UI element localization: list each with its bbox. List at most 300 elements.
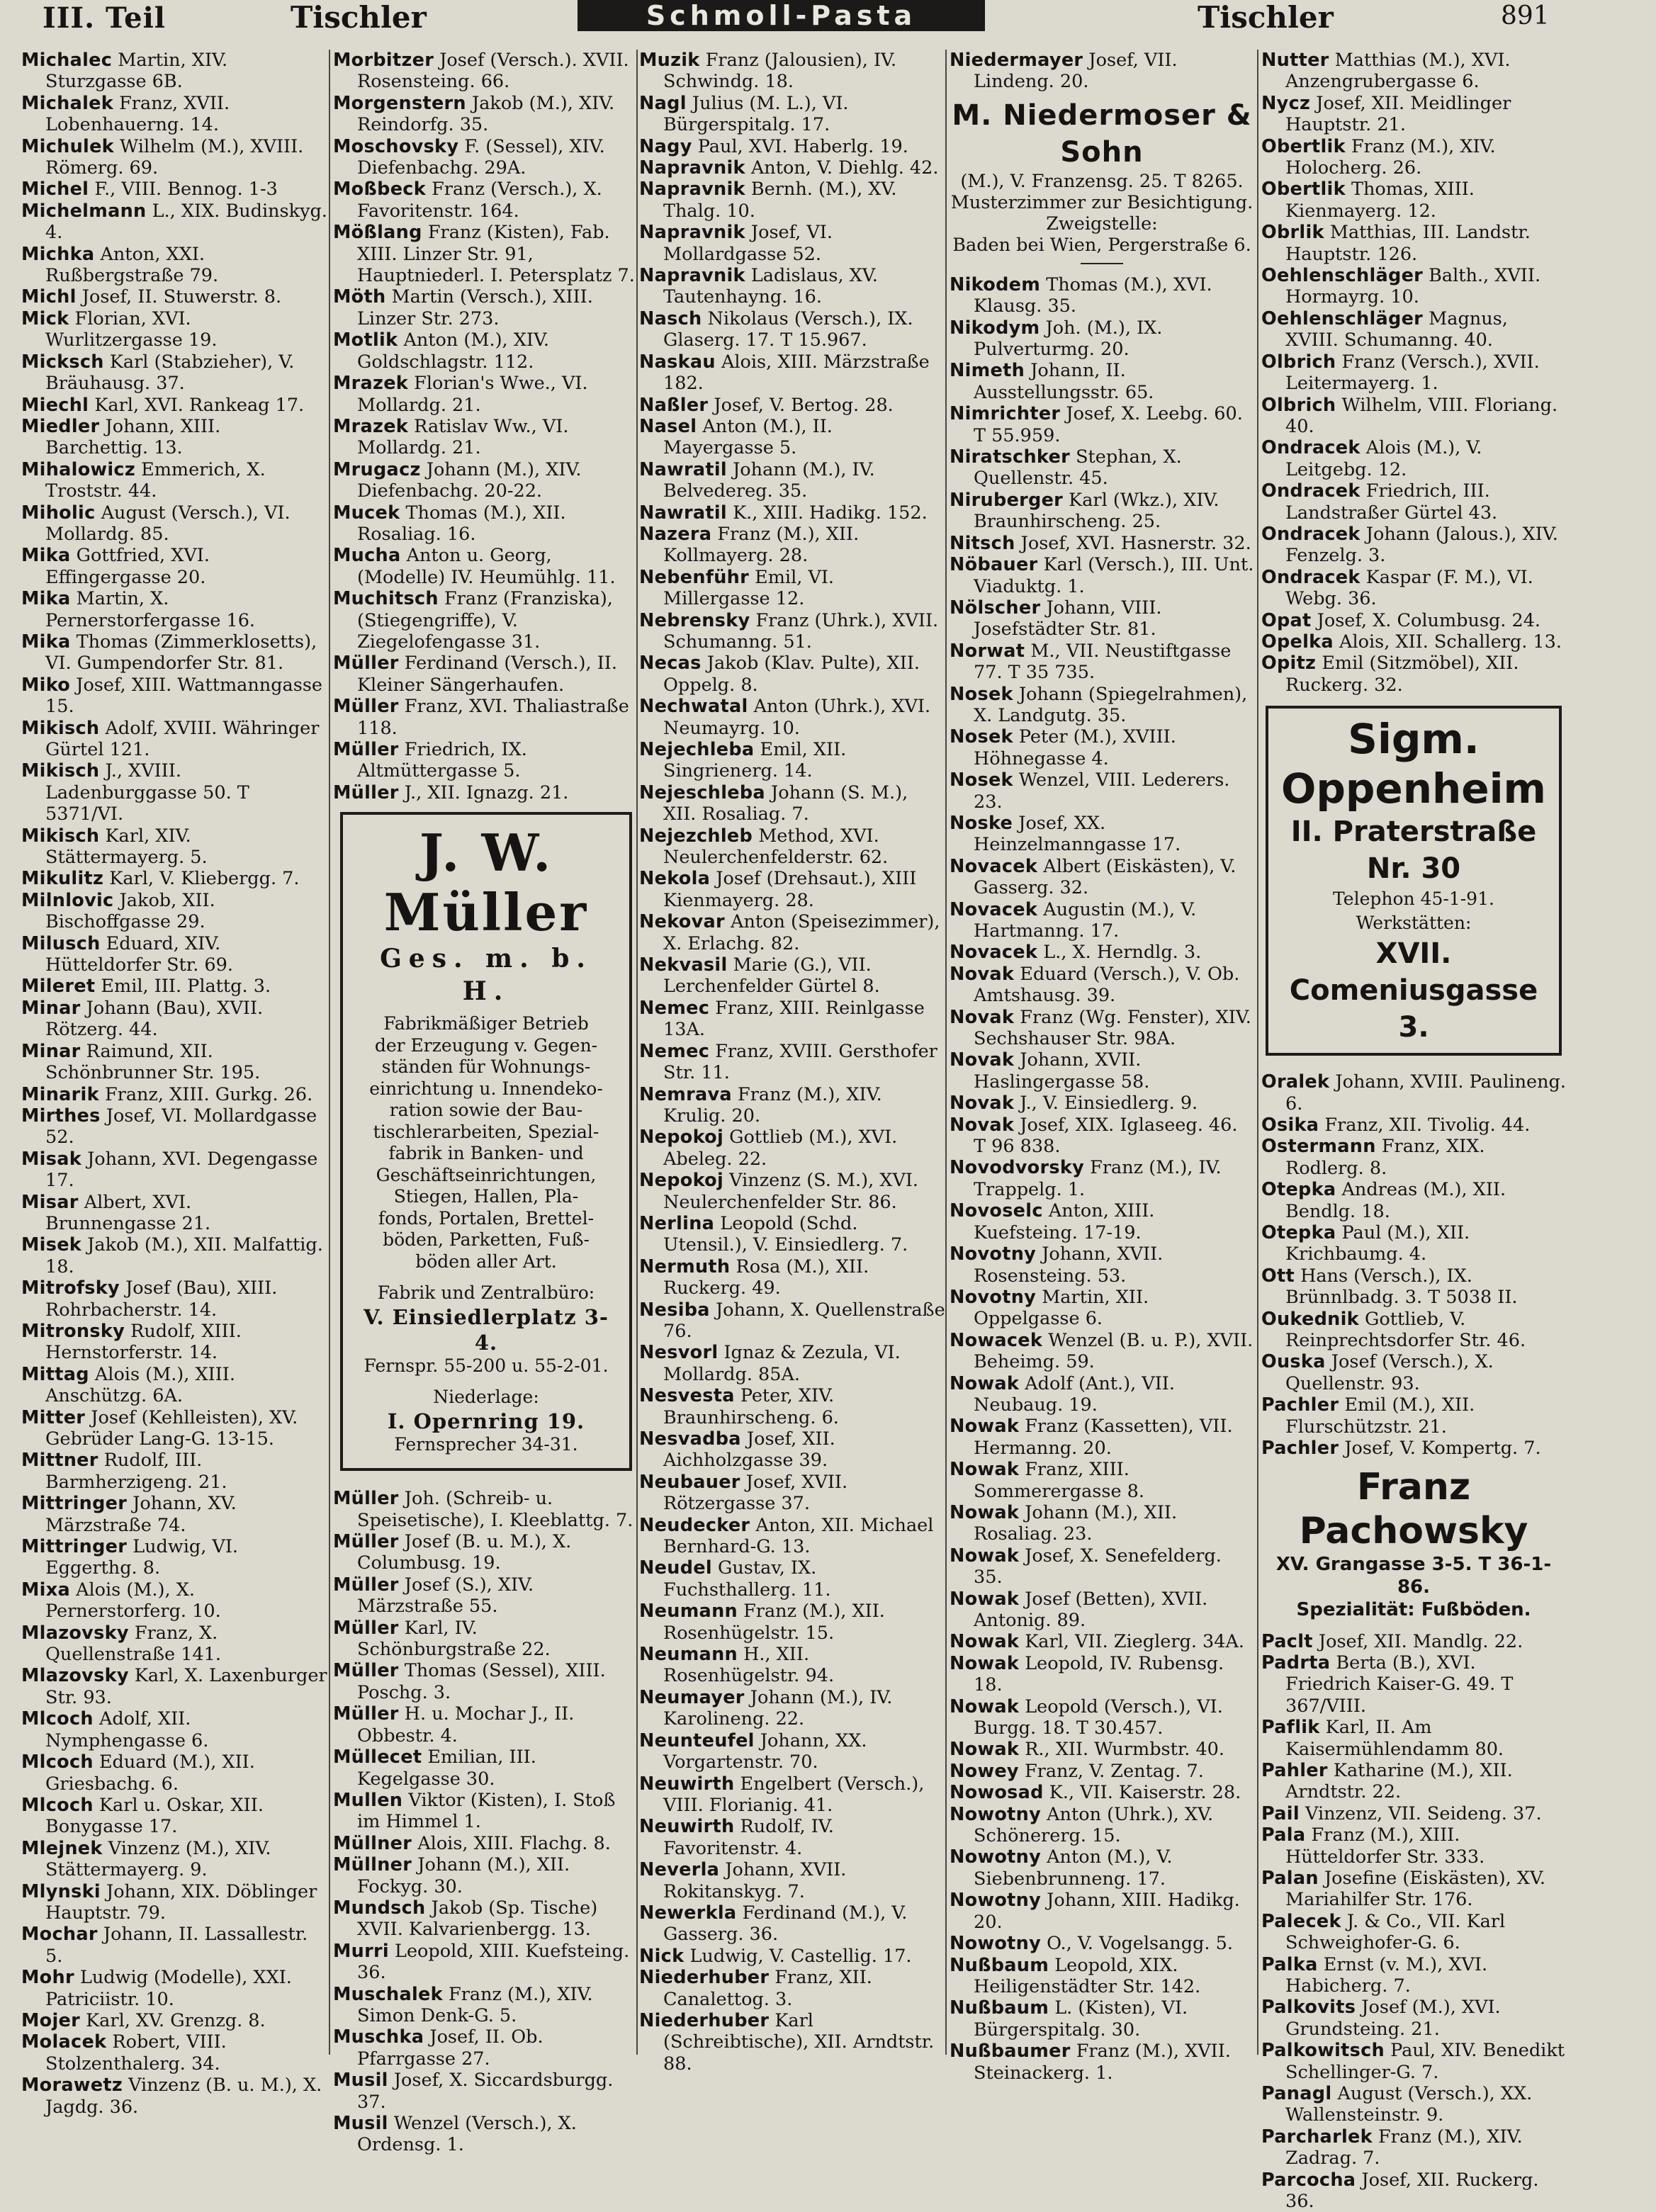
directory-entry <box>21 825 327 869</box>
entry-surname: Opitz <box>1261 653 1316 674</box>
entry-details: Franz (Versch.), X. Favoritenstr. 164. <box>357 179 602 221</box>
entry-surname: Miedler <box>21 416 99 437</box>
directory-entry <box>639 308 945 351</box>
entry-surname: Oehlenschläger <box>1261 265 1423 286</box>
directory-entry <box>333 136 639 179</box>
entry-details: Katharine (M.), XII. Arndtstr. 22. <box>1285 1760 1513 1802</box>
entry-details: Albert (Eiskästen), V. Gasserg. 32. <box>974 856 1236 898</box>
directory-entry <box>21 631 327 675</box>
directory-entry <box>639 782 945 825</box>
directory-entry <box>950 684 1254 727</box>
entry-surname: Mlynski <box>21 1881 101 1902</box>
directory-entry <box>639 1385 945 1428</box>
entry-surname: Parcharlek <box>1261 2126 1373 2148</box>
directory-entry <box>1261 1309 1566 1352</box>
entry-details: Joh. (Schreib- u. Speisetische), I. Kleeblattg. 7. <box>357 1488 633 1530</box>
entry-details: Karl (Stabzieher), V. Bräuhausg. 37. <box>45 351 294 394</box>
directory-entry <box>1261 631 1566 653</box>
entry-surname: Mikulitz <box>21 868 103 889</box>
entry-surname: Nowacek <box>950 1330 1042 1351</box>
entry-details: Josef (Kehlleisten), XV. Gebrüder Lang-G. 13-15. <box>45 1407 298 1450</box>
entry-details: Johann, XIX. Döblinger Hauptstr. 79. <box>45 1881 317 1924</box>
entry-details: Josef, II. Stuwerstr. 8. <box>82 286 281 307</box>
directory-entry <box>1261 1717 1566 1760</box>
entry-surname: Müller <box>333 1531 399 1552</box>
directory-entry <box>1261 1954 1566 1997</box>
directory-entry <box>1261 2083 1566 2126</box>
entry-details: Matthias (M.), XVI. Anzengrubergasse 6. <box>1285 50 1511 92</box>
entry-details: Wenzel, VIII. Lederers. 23. <box>974 769 1229 812</box>
directory-entry <box>333 502 639 546</box>
entry-surname: Michel <box>21 179 89 200</box>
entry-details: Emilian, III. Kegelgasse 30. <box>357 1747 536 1789</box>
entry-surname: Nejeschleba <box>639 782 765 803</box>
ad-branch-address: I. Opernring 19. <box>354 1409 618 1434</box>
entry-details: O., V. Vogelsangg. 5. <box>1047 1933 1233 1954</box>
entry-surname: Mitronsky <box>21 1321 125 1342</box>
directory-entry <box>639 265 945 308</box>
directory-entry <box>950 1545 1254 1589</box>
advertising-banner: Schmoll-Pasta <box>578 0 985 31</box>
entry-surname: Milnlovic <box>21 890 113 911</box>
column-4 <box>950 50 1254 2084</box>
entry-surname: Miholic <box>21 502 96 524</box>
directory-entry <box>639 868 945 911</box>
directory-entry <box>1261 179 1566 222</box>
entry-surname: Mika <box>21 545 70 566</box>
entry-details: Anton (M.), XIV. Goldschlagstr. 112. <box>357 329 549 372</box>
ad-branch-label: Zweigstelle: <box>950 213 1254 235</box>
entry-details: Johann (M.), XIV. Diefenbachg. 20-22. <box>357 459 582 502</box>
entry-details: Karl, XIV. Stättermayerg. 5. <box>45 825 208 868</box>
directory-entry <box>333 1488 639 1531</box>
directory-entry <box>21 1967 327 2010</box>
entry-details: Emil, VI. Millergasse 12. <box>663 567 834 609</box>
entry-surname: Neudecker <box>639 1515 750 1536</box>
directory-entry <box>950 1653 1254 1696</box>
entry-details: Johann (M.), IV. Karolineng. 22. <box>663 1687 892 1729</box>
directory-entry <box>950 1739 1254 1760</box>
directory-entry <box>639 954 945 998</box>
entry-surname: Müllner <box>333 1833 412 1854</box>
entry-list <box>333 50 639 803</box>
entry-surname: Novak <box>950 1093 1014 1114</box>
entry-details: Florian's Wwe., VI. Mollardg. 21. <box>357 373 588 415</box>
entry-details: Thomas (M.), XII. Rosaliag. 16. <box>357 502 566 545</box>
directory-entry <box>639 524 945 567</box>
entry-surname: Niederhuber <box>639 2010 769 2031</box>
directory-entry <box>639 93 945 136</box>
directory-entry <box>950 533 1254 554</box>
ad-branch-phone: Fernsprecher 34-31. <box>354 1434 618 1456</box>
entry-details: Thomas, XIII. Kienmayerg. 12. <box>1285 179 1475 221</box>
entry-surname: Mlcoch <box>21 1751 94 1773</box>
directory-entry <box>639 1816 945 1859</box>
entry-details: Franz, XVI. Thaliastraße 118. <box>357 696 629 738</box>
entry-surname: Nowak <box>950 1589 1019 1610</box>
directory-entry <box>21 760 327 825</box>
entry-surname: Mittringer <box>21 1493 127 1514</box>
directory-entry <box>950 597 1254 641</box>
directory-entry <box>639 179 945 222</box>
entry-surname: Nejezchleb <box>639 825 753 847</box>
directory-entry <box>950 1804 1254 1847</box>
entry-surname: Müller <box>333 782 399 803</box>
entry-surname: Mlazovsky <box>21 1623 129 1644</box>
entry-details: Vinzenz (M.), XIV. Stättermayerg. 9. <box>45 1838 271 1880</box>
entry-surname: Neuwirth <box>639 1816 734 1837</box>
entry-details: Leopold (Versch.), VI. Burgg. 18. T 30.457. <box>974 1696 1223 1739</box>
directory-entry <box>950 1890 1254 1933</box>
entry-details: Anton (M.), II. Mayergasse 5. <box>663 416 833 458</box>
directory-entry <box>950 490 1254 533</box>
directory-entry <box>333 1747 639 1790</box>
entry-details: Karl, V. Kliebergg. 7. <box>109 868 299 889</box>
entry-surname: Mittner <box>21 1450 98 1471</box>
directory-entry <box>333 1660 639 1703</box>
entry-surname: Muschalek <box>333 1984 443 2005</box>
ad-company-form: Ges. m. b. H. <box>354 942 618 1008</box>
directory-entry <box>333 329 639 373</box>
entry-surname: Pahler <box>1261 1760 1328 1781</box>
entry-surname: Nazera <box>639 524 711 545</box>
entry-details: Leopold (Schd. Utensil.), V. Einsiedlerg. 7. <box>663 1213 908 1255</box>
entry-surname: Olbrich <box>1261 351 1336 373</box>
directory-entry <box>21 459 327 502</box>
ad-address: XV. Grangasse 3-5. T 36-1-86. <box>1261 1553 1566 1598</box>
directory-entry <box>639 1127 945 1170</box>
entry-details: R., XII. Wurmbstr. 40. <box>1025 1739 1224 1760</box>
directory-entry <box>950 1287 1254 1330</box>
entry-details: Franz (M.), XIV. Holocherg. 26. <box>1285 136 1496 179</box>
directory-entry <box>21 244 327 287</box>
directory-entry <box>639 1084 945 1127</box>
directory-entry <box>1261 1222 1566 1265</box>
entry-details: Karl, VII. Zieglerg. 34A. <box>1025 1631 1244 1652</box>
entry-surname: Müller <box>333 1660 399 1681</box>
page-number: 891 <box>1501 1 1550 30</box>
entry-surname: Mittringer <box>21 1536 127 1557</box>
entry-details: Bernh. (M.), XV. Thalg. 10. <box>663 179 897 221</box>
directory-entry <box>639 998 945 1041</box>
entry-details: L., XIX. Budinskyg. 4. <box>45 201 327 243</box>
entry-details: Ludwig, V. Castellig. 17. <box>689 1946 911 1967</box>
entry-details: Friedrich, III. Landstraßer Gürtel 43. <box>1285 480 1497 523</box>
entry-surname: Norwat <box>950 641 1025 662</box>
directory-entry <box>1261 1179 1566 1222</box>
entry-surname: Murri <box>333 1941 389 1962</box>
directory-entry <box>1261 1760 1566 1803</box>
ad-address: (M.), V. Franzensg. 25. T 8265. <box>950 171 1254 192</box>
entry-surname: Morgenstern <box>333 93 466 114</box>
directory-entry <box>639 1515 945 1558</box>
entry-details: Josef, XII. Aichholzgasse 39. <box>663 1428 835 1471</box>
entry-details: Leopold, XIX. Heiligenstädter Str. 142. <box>974 1955 1200 1997</box>
entry-details: Johann, VIII. Josefstädter Str. 81. <box>974 597 1161 640</box>
entry-details: Vinzenz (B. u. M.), X. Jagdg. 36. <box>45 2075 322 2117</box>
entry-surname: Novak <box>950 1049 1014 1071</box>
entry-details: Martin, XIV. Sturzgasse 6B. <box>45 50 227 92</box>
entry-surname: Nycz <box>1261 93 1310 114</box>
entry-details: August (Versch.), XX. Wallensteinstr. 9. <box>1285 2083 1532 2126</box>
directory-entry <box>950 50 1254 93</box>
entry-surname: Nepokoj <box>639 1170 723 1191</box>
entry-surname: Müller <box>333 1488 399 1509</box>
entry-details: Josef (Bau), XIII. Rohrbacherstr. 14. <box>45 1277 277 1320</box>
entry-details: Johann, X. Quellenstraße 76. <box>663 1299 945 1342</box>
entry-details: Johann, XV. Märzstraße 74. <box>45 1493 237 1535</box>
directory-entry <box>21 1838 327 1881</box>
entry-surname: Nejechleba <box>639 739 754 760</box>
directory-entry <box>333 739 639 782</box>
entry-surname: Nimeth <box>950 360 1025 381</box>
entry-surname: Müller <box>333 1618 399 1639</box>
ad-description-line: einrichtung u. Innendeko- <box>354 1078 618 1100</box>
entry-surname: Otepka <box>1261 1222 1336 1243</box>
entry-surname: Palkovits <box>1261 1997 1356 2018</box>
directory-entry <box>21 998 327 1041</box>
entry-details: Paul, XIV. Benedikt Schellinger-G. 7. <box>1285 2040 1565 2082</box>
directory-entry <box>21 286 327 307</box>
directory-entry <box>950 1502 1254 1545</box>
directory-entry <box>21 588 327 631</box>
ad-description-line: tischlerarbeiten, Spezial- <box>354 1122 618 1144</box>
directory-entry <box>950 554 1254 597</box>
entry-details: M., VII. Neustiftgasse 77. T 35 735. <box>974 641 1231 683</box>
directory-entry <box>950 1157 1254 1200</box>
entry-details: Peter, XIV. Braunhirscheng. 6. <box>663 1385 839 1428</box>
ad-description-line: fabrik in Banken- und <box>354 1143 618 1165</box>
entry-details: Jakob, XII. Bischoffgasse 29. <box>45 890 215 932</box>
entry-details: Nikolaus (Versch.), IX. Glaserg. 17. T 15.967. <box>663 308 913 351</box>
entry-details: Karl, IV. Schönburgstraße 22. <box>357 1618 551 1660</box>
entry-details: Emil, III. Plattg. 3. <box>101 976 271 997</box>
directory-entry <box>1261 395 1566 438</box>
entry-details: Franz, XII. Tivolig. 44. <box>1324 1115 1530 1136</box>
entry-surname: Minarik <box>21 1084 99 1105</box>
entry-details: Balth., XVII. Hormayrg. 10. <box>1285 265 1540 307</box>
entry-surname: Obertlik <box>1261 136 1346 157</box>
entry-surname: Nermuth <box>639 1256 730 1277</box>
directory-entry <box>1261 524 1566 567</box>
directory-entry <box>21 93 327 136</box>
entry-details: Marie (G.), VII. Lerchenfelder Gürtel 8. <box>663 954 880 997</box>
entry-surname: Mihalowicz <box>21 459 135 480</box>
directory-entry <box>21 1579 327 1623</box>
entry-details: Ferdinand (M.), V. Gasserg. 36. <box>663 1902 907 1945</box>
entry-surname: Mlejnek <box>21 1838 103 1859</box>
column-5 <box>1261 50 1566 2212</box>
entry-surname: Nowak <box>950 1502 1019 1523</box>
entry-details: Josef, V. Kompertg. 7. <box>1344 1438 1540 1459</box>
ad-description-line: böden aller Art. <box>354 1251 618 1273</box>
directory-entry <box>333 1984 639 2027</box>
entry-surname: Nowak <box>950 1653 1019 1674</box>
entry-details: Franz, XVIII. Gersthofer Str. 11. <box>663 1041 937 1083</box>
directory-entry <box>21 1708 327 1751</box>
page-header <box>0 0 1656 43</box>
entry-details: Josef, XII. Meidlinger Hauptstr. 21. <box>1285 93 1511 135</box>
entry-surname: Otepka <box>1261 1179 1336 1200</box>
directory-entry <box>639 653 945 696</box>
entry-details: L., X. Herndlg. 3. <box>1043 942 1201 963</box>
directory-entry <box>639 1902 945 1946</box>
ad-specialty: Spezialität: Fußböden. <box>1261 1598 1566 1621</box>
section-heading-left: Tischler <box>291 0 427 35</box>
entry-surname: Napravnik <box>639 265 745 286</box>
directory-entry <box>950 1416 1254 1459</box>
entry-details: Karl (Schreibtische), XII. Arndtstr. 88. <box>663 2010 934 2075</box>
directory-entry <box>639 1946 945 1967</box>
entry-details: Alois (M.), X. Pernerstorferg. 10. <box>45 1579 221 1622</box>
entry-details: Emil (M.), XII. Flurschützstr. 21. <box>1285 1394 1475 1437</box>
entry-surname: Mrazek <box>333 373 408 394</box>
entry-surname: Nemec <box>639 1041 709 1062</box>
entry-details: Jakob (Klav. Pulte), XII. Oppelg. 8. <box>663 653 920 695</box>
entry-details: Franz (M.), XIV. Zadrag. 7. <box>1285 2126 1523 2169</box>
directory-entry <box>639 136 945 157</box>
directory-entry <box>1261 653 1566 696</box>
directory-entry <box>1261 1351 1566 1394</box>
ad-description-line: ration sowie der Bau- <box>354 1100 618 1122</box>
ad-description-line: ständen für Wohnungs- <box>354 1056 618 1078</box>
directory-entry <box>950 1243 1254 1287</box>
directory-entry <box>639 351 945 395</box>
directory-entry <box>1261 1631 1566 1652</box>
entry-surname: Neumann <box>639 1644 738 1665</box>
directory-entry <box>950 899 1254 942</box>
entry-details: Anton, XIII. Kuefsteing. 17-19. <box>974 1200 1154 1243</box>
ad-firm-name: M. Niedermoser & Sohn <box>950 97 1254 171</box>
directory-entry <box>333 93 639 136</box>
entry-details: Josef (B. u. M.), X. Columbusg. 19. <box>357 1531 571 1574</box>
directory-entry <box>333 1854 639 1897</box>
entry-details: Franz (M.), XII. Kollmayerg. 28. <box>663 524 859 566</box>
directory-entry <box>21 351 327 395</box>
entry-surname: Panagl <box>1261 2083 1331 2104</box>
directory-entry <box>21 890 327 933</box>
directory-entry <box>1261 265 1566 308</box>
entry-details: Julius (M. L.), VI. Bürgerspitalg. 17. <box>663 93 849 135</box>
directory-entry <box>21 1665 327 1708</box>
entry-surname: Padrta <box>1261 1652 1330 1674</box>
directory-entry <box>950 769 1254 813</box>
entry-details: Franz (M.), XIV. Simon Denk-G. 5. <box>357 1984 593 2026</box>
directory-entry <box>333 696 639 739</box>
ad-workshops-label: Werkstätten: <box>1274 911 1553 935</box>
directory-entry <box>333 782 639 803</box>
entry-surname: Misek <box>21 1234 81 1255</box>
directory-entry <box>1261 222 1566 265</box>
entry-surname: Musil <box>333 2070 388 2091</box>
directory-entry <box>950 360 1254 403</box>
entry-details: Franz, X. Quellenstraße 141. <box>45 1623 221 1665</box>
entry-details: Josef, V. Bertog. 28. <box>714 395 893 416</box>
divider <box>1081 263 1123 264</box>
directory-entry <box>333 1531 639 1574</box>
entry-surname: Palka <box>1261 1954 1318 1975</box>
entry-details: Martin (Versch.), XIII. Linzer Str. 273. <box>357 286 593 329</box>
entry-details: Franz, V. Zentag. 7. <box>1025 1761 1204 1782</box>
directory-entry <box>1261 50 1566 93</box>
entry-surname: Nesvadba <box>639 1428 741 1450</box>
entry-details: Wenzel (B. u. P.), XVII. Beheimg. 59. <box>974 1330 1253 1372</box>
entry-surname: Novotny <box>950 1243 1036 1265</box>
entry-details: Leopold, IV. Rubensg. 18. <box>974 1653 1224 1695</box>
entry-surname: Naßler <box>639 395 708 416</box>
entry-details: Alois (M.), V. Leitgebg. 12. <box>1285 437 1482 480</box>
directory-entry <box>21 1364 327 1407</box>
entry-surname: Nerlina <box>639 1213 714 1234</box>
entry-surname: Miko <box>21 675 70 696</box>
entry-surname: Müller <box>333 653 399 674</box>
directory-entry <box>639 1041 945 1084</box>
entry-details: Franz (Franziska), (Stiegengriffe), V. Ziegelofengasse 31. <box>357 588 613 653</box>
advertisement-oppenheim <box>1266 706 1562 1056</box>
entry-surname: Pail <box>1261 1803 1300 1824</box>
directory-entry <box>950 1459 1254 1502</box>
entry-details: Anton u. Georg, (Modelle) IV. Heumühlg. 11. <box>357 545 616 587</box>
directory-entry <box>21 2031 327 2075</box>
entry-details: Gustav, IX. Fuchsthallerg. 11. <box>663 1557 830 1600</box>
entry-details: Johann, XVI. Degengasse 17. <box>45 1149 317 1191</box>
entry-surname: Nowotny <box>950 1890 1041 1911</box>
entry-details: Leopold, XIII. Kuefsteing. 36. <box>357 1941 629 1983</box>
directory-entry <box>950 1093 1254 1114</box>
entry-surname: Mikisch <box>21 760 99 781</box>
entry-details: Johann, XIII. Barchettig. 13. <box>45 416 220 458</box>
entry-details: Berta (B.), XVI. Friedrich Kaiser-G. 49. T 367/VIII. <box>1285 1652 1513 1717</box>
directory-entry <box>333 1897 639 1941</box>
entry-details: Johann, II. Ausstellungsstr. 65. <box>974 360 1154 402</box>
directory-entry <box>21 1924 327 1967</box>
entry-surname: Mojer <box>21 2010 80 2031</box>
directory-entry <box>333 459 639 502</box>
entry-surname: Mikisch <box>21 718 99 739</box>
directory-entry <box>639 1342 945 1385</box>
directory-entry <box>333 1790 639 1833</box>
directory-entry <box>21 416 327 459</box>
entry-details: Josef (Drehsaut.), XIII Kienmayerg. 28. <box>663 868 916 910</box>
column-3 <box>639 50 945 2075</box>
directory-entry <box>1261 1265 1566 1309</box>
entry-details: Johann (Spiegelrahmen), X. Landgutg. 35. <box>974 684 1247 726</box>
directory-entry <box>1261 1868 1566 1911</box>
entry-details: Eduard (M.), XII. Griesbachg. 6. <box>45 1751 255 1794</box>
entry-details: Stephan, X. Quellenstr. 45. <box>974 446 1182 489</box>
entry-surname: Micksch <box>21 351 104 373</box>
directory-entry <box>21 201 327 244</box>
entry-details: Johann, XIII. Hadikg. 20. <box>974 1890 1240 1932</box>
column-2 <box>333 50 639 2156</box>
ad-workshops-address: XVII. Comeniusgasse 3. <box>1274 935 1553 1046</box>
entry-details: Josef, VI. Mollardgasse 52. <box>663 222 833 264</box>
entry-details: Karl, X. Laxenburger Str. 93. <box>45 1665 327 1708</box>
entry-surname: Parcocha <box>1261 2169 1356 2191</box>
entry-details: Josef, XIII. Wattmanngasse 15. <box>45 675 322 717</box>
ad-firm-name: Sigm. Oppenheim <box>1274 714 1553 813</box>
entry-surname: Mrugacz <box>333 459 421 480</box>
entry-details: August (Versch.), VI. Mollardg. 85. <box>45 502 291 545</box>
ad-address: II. Praterstraße Nr. 30 <box>1274 813 1553 887</box>
directory-entry <box>1261 1803 1566 1824</box>
directory-entry <box>950 403 1254 446</box>
ad-showroom: Musterzimmer zur Besichtigung. <box>950 192 1254 213</box>
entry-details: Emil (Sitzmöbel), XII. Ruckerg. 32. <box>1285 653 1519 695</box>
entry-surname: Michl <box>21 286 77 307</box>
entry-details: Josef (Versch.), X. Quellenstr. 93. <box>1285 1351 1494 1394</box>
directory-entry <box>21 308 327 351</box>
